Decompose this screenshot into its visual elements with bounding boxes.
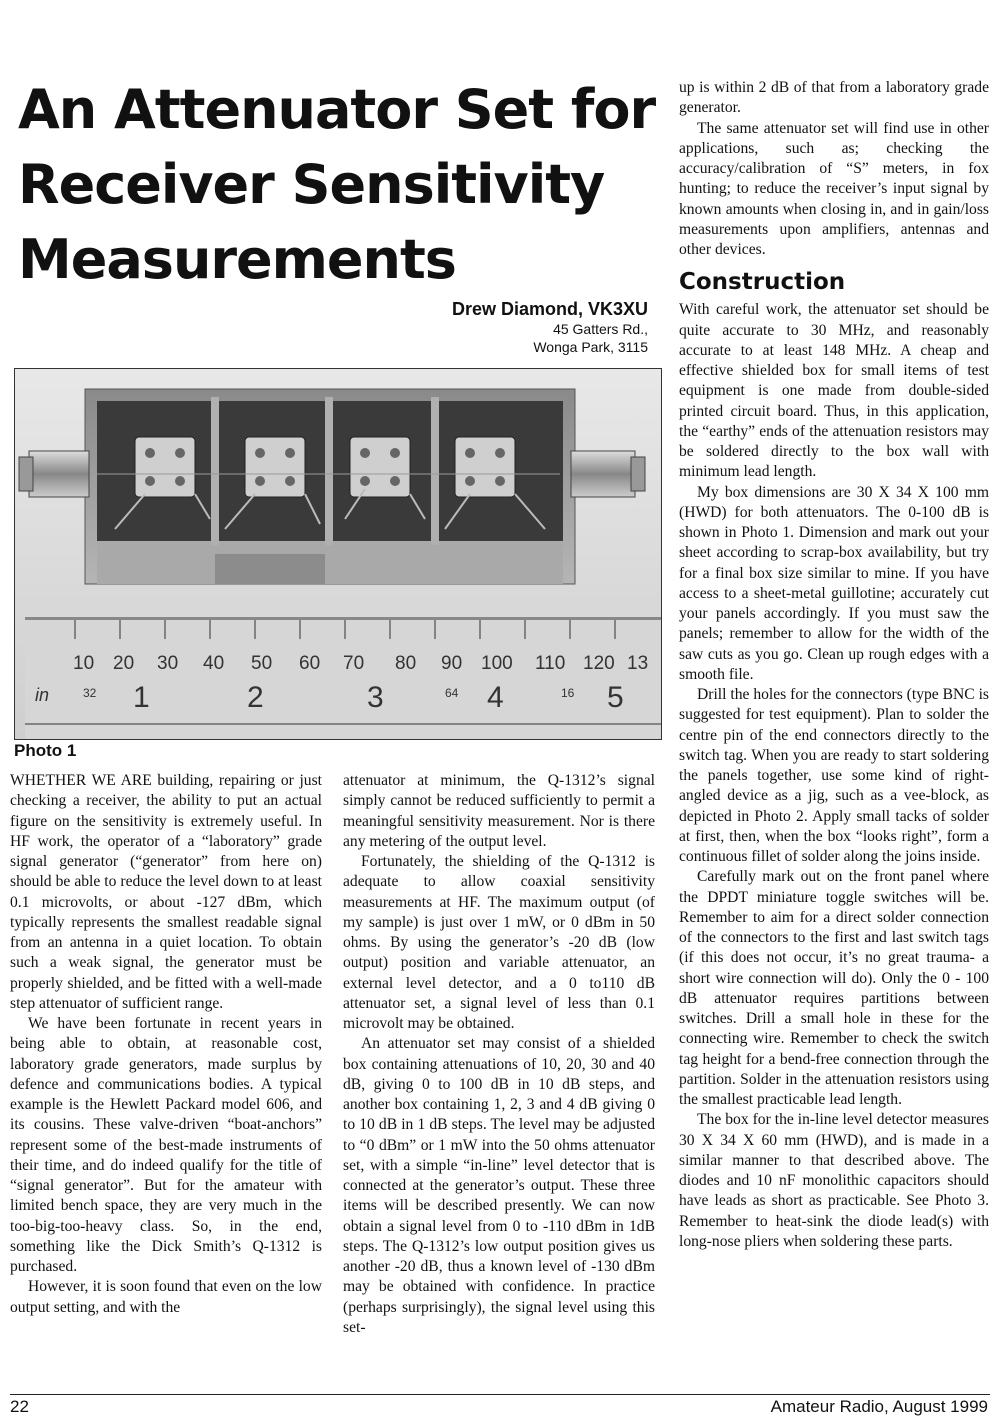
article-title: An Attenuator Set for Receiver Sensitivity Measurements bbox=[18, 78, 656, 291]
ruler-cm-90: 90 bbox=[441, 653, 463, 674]
ruler-in-64: 64 bbox=[445, 686, 459, 700]
ruler-in-32: 32 bbox=[83, 686, 97, 700]
paragraph: With careful work, the attenuator set should be quite accurate to 30 MHz, and reasonably accurate to at least 148 MHz. A cheap and effective shielded box for small items of test equipment is one made from double-sided printed circuit board. Thus, in this application, the “earthy” ends of the attenuation resistors may be soldered directly to the box wall with minimum lead length. bbox=[679, 301, 989, 481]
ruler-cm-50: 50 bbox=[251, 653, 273, 674]
photo-caption: Photo 1 bbox=[14, 741, 77, 760]
photo-1-attenuator-box bbox=[14, 368, 662, 740]
publication-info: Amateur Radio, August 1999 bbox=[770, 1397, 988, 1416]
ruler-cm-30: 30 bbox=[157, 653, 179, 674]
author-address-line1: 45 Gatters Rd., bbox=[553, 321, 648, 337]
paragraph: The same attenuator set will find use in other applications, such as; checking the accuracy/calibration of “S” meters, in fox hunting; to reduce the receiver’s input signal by known amounts when closing in, and in gain/loss measurements upon amplifiers, antennas and other devices. bbox=[679, 119, 989, 258]
ruler-in-1: 1 bbox=[133, 681, 150, 714]
ruler-in-2: 2 bbox=[247, 681, 264, 714]
paragraph: Carefully mark out on the front panel where the DPDT miniature toggle switches will be. Remember to aim for a direct solder connection of the connectors to the first and last switch tags (if this does not occur, it’s no great trauma- a short wire connection will do). Only the 0 - 100 dB attenuator requires partitions between switches. Drill a small hole in these for the connecting wire. Remember to check the switch tag height for a bend-free connection through the partition. Solder in the attenuation resistors using the smallest practicable lead length. bbox=[679, 868, 989, 1108]
column-1 bbox=[10, 771, 322, 1318]
ruler-cm-80: 80 bbox=[395, 653, 417, 674]
paragraph: Drill the holes for the connectors (type BNC is suggested for test equipment). Plan to solder the centre pin of the end connectors directly to the switch tag. When you are ready to start soldering the panels together, use some kind of right-angled device as a jig, such as a vee-block, as depicted in Photo 2. Apply small tacks of solder at first, then, when the box “looks right”, form a continuous fillet of solder along the joins inside. bbox=[679, 686, 989, 865]
ruler-cm-40: 40 bbox=[203, 653, 225, 674]
byline bbox=[452, 298, 648, 356]
paragraph: attenuator at minimum, the Q-1312’s signal simply cannot be reduced sufficiently to permit a meaningful sensitivity measurement. Nor is there any metering of the output level. bbox=[343, 772, 655, 850]
section-heading: Construction bbox=[679, 269, 846, 296]
ruler-cm-100: 100 bbox=[481, 653, 513, 674]
paragraph: The box for the in-line level detector measures 30 X 34 X 60 mm (HWD), and is made in a similar manner to that described above. The diodes and 10 nF monolithic capacitors should have leads as short as practicable. See Photo 3. Remember to heat-sink the diode lead(s) with long-nose pliers when soldering these parts. bbox=[679, 1111, 989, 1250]
paragraph: However, it is soon found that even on the low output setting, and with the bbox=[10, 1278, 322, 1316]
ruler-cm-13: 13 bbox=[627, 653, 649, 674]
ruler-cm-60: 60 bbox=[299, 653, 321, 674]
paragraph: up is within 2 dB of that from a laboratory grade generator. bbox=[679, 79, 989, 117]
ruler-cm-70: 70 bbox=[343, 653, 365, 674]
paragraph: We have been fortunate in recent years in being able to obtain, at reasonable cost, laboratory grade generators, made surplus by defence and communications bodies. A typical example is the Hewlett Packard model 606, and its cousins. These valve-driven “boat-anchors” represent some of the best-made instruments of their time, and do indeed qualify for the title of “signal generator”. But for the amateur with limited bench space, they are very much in the too-big-too-heavy class. So, in the end, something like the Dick Smith’s Q-1312 is purchased. bbox=[10, 1015, 322, 1275]
column-2 bbox=[343, 771, 655, 1338]
ruler-in-16: 16 bbox=[561, 686, 575, 700]
ruler-in-5: 5 bbox=[607, 681, 624, 714]
column-3 bbox=[679, 78, 989, 1252]
ruler-in-4: 4 bbox=[487, 681, 504, 714]
ruler-cm-20: 20 bbox=[113, 653, 135, 674]
paragraph: Fortunately, the shielding of the Q-1312 is adequate to allow coaxial sensitivity measurements at HF. The maximum output (of my sample) is just over 1 mW, or 0 dBm in 50 ohms. By using the generator’s -20 dB (low output) position and variable attenuator, an external level detector, and a 0 to110 dB attenuator set, a signal level of less than 0.1 microvolt may be obtained. bbox=[343, 853, 655, 1032]
ruler-cm-120: 120 bbox=[583, 653, 615, 674]
ruler-in-label: in bbox=[35, 685, 50, 705]
attenuator-photo-illustration bbox=[15, 369, 661, 739]
paragraph: An attenuator set may consist of a shielded box containing attenuations of 10, 20, 30 and 40 dB, giving 0 to 100 dB in 10 dB steps, and another box containing 1, 2, 3 and 4 dB giving 0 to 10 dB in 1 dB steps. The level may be adjusted to “0 dBm” or 1 mW into the 50 ohms attenuator set, with a simple “in-line” level detector that is connected at the generator’s output. These three items will be described presently. We can now obtain a signal level from 0 to -110 dBm in 1dB steps. The Q-1312’s low output position gives us another -20 dB, thus a known level of -130 dBm may be obtained with confidence. In practice (perhaps surprisingly), the signal level using this set- bbox=[343, 1035, 655, 1336]
paragraph: WHETHER WE ARE building, repairing or just checking a receiver, the ability to put an actual figure on the sensitivity is extremely useful. In HF work, the operator of a “laboratory” grade signal generator (“generator” from here on) should be able to reduce the level down to at least 0.1 microvolts, or about -127 dBm, which typically represents the smallest readable signal from an antenna in a quiet location. To obtain such a weak signal, the generator must be properly shielded, and be fitted with a well-made step attenuator of sufficient range. bbox=[10, 772, 322, 1012]
author-name: Drew Diamond, VK3XU bbox=[451, 299, 648, 319]
ruler-cm-10: 10 bbox=[73, 653, 95, 674]
footer-divider bbox=[10, 1394, 990, 1395]
author-address-line2: Wonga Park, 3115 bbox=[533, 339, 648, 355]
ruler-cm-110: 110 bbox=[535, 653, 566, 674]
page-number: 22 bbox=[10, 1397, 29, 1416]
paragraph: My box dimensions are 30 X 34 X 100 mm (HWD) for both attenuators. The 0-100 dB is shown in Photo 1. Dimension and mark out your sheet according to scrap-box availability, but try for a final box size similar to mine. If you have access to a sheet-metal guillotine; accurately cut your panels accordingly. If you must saw the panels; remember to allow for the width of the saw cuts as you go. Clean up rough edges with a smooth file. bbox=[679, 483, 989, 683]
ruler-in-3: 3 bbox=[367, 681, 384, 714]
